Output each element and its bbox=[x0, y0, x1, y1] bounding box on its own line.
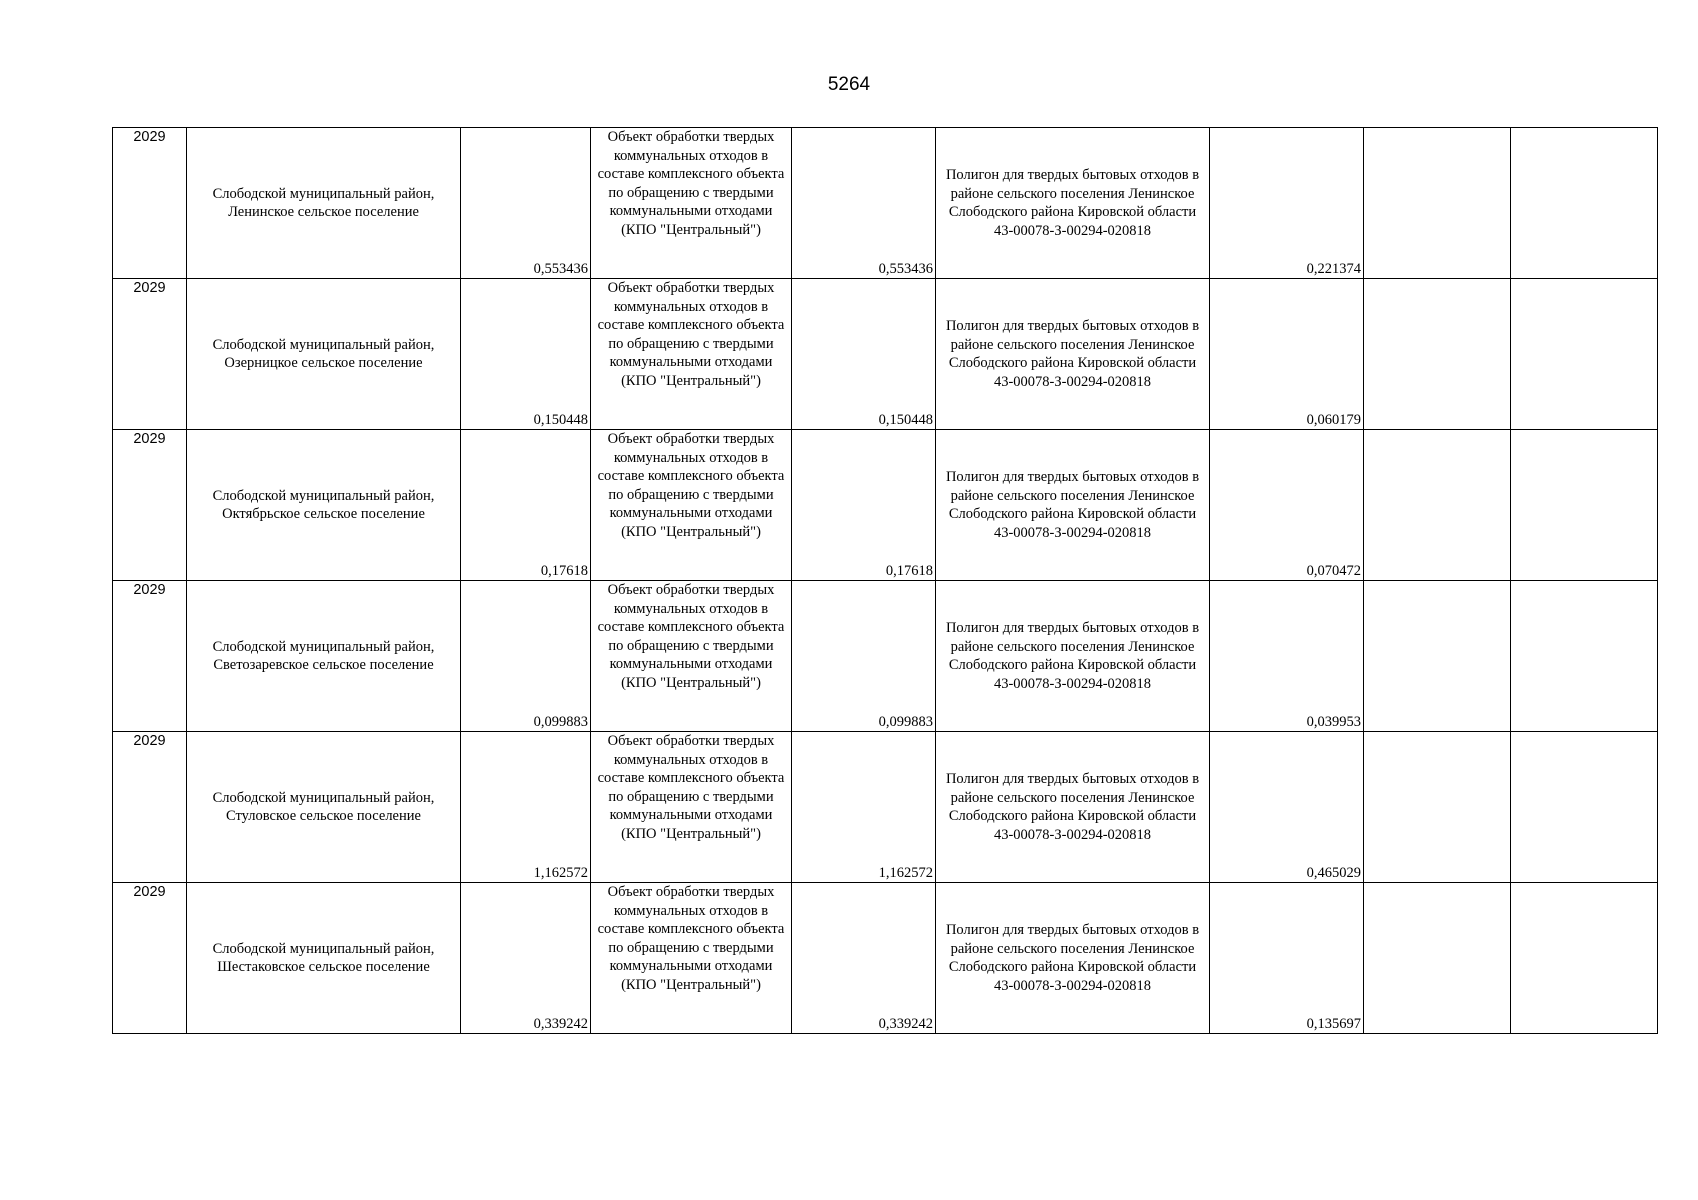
processed-volume-cell: 0,553436 bbox=[792, 128, 936, 279]
empty-cell bbox=[1364, 279, 1511, 430]
landfill-volume-cell: 0,039953 bbox=[1210, 581, 1364, 732]
empty-cell bbox=[1364, 732, 1511, 883]
area-cell bbox=[187, 732, 461, 883]
area-cell bbox=[187, 128, 461, 279]
empty-cell bbox=[1511, 279, 1658, 430]
area-district: Слободской муниципальный район, bbox=[212, 336, 435, 353]
processing-object-cell: Объект обработки твердых коммунальных отходов в составе комплексного объекта по обращению с твердыми коммунальными отходами (КПО "Центральный") bbox=[591, 430, 792, 581]
processed-volume-cell: 1,162572 bbox=[792, 732, 936, 883]
table-row bbox=[113, 430, 1658, 581]
page-number: 5264 bbox=[827, 74, 871, 95]
area-settlement: Стуловское сельское поселение bbox=[226, 808, 421, 824]
processed-volume-cell: 0,150448 bbox=[792, 279, 936, 430]
area-settlement: Озерницкое сельское поселение bbox=[224, 355, 423, 371]
processing-object-cell: Объект обработки твердых коммунальных отходов в составе комплексного объекта по обращению с твердыми коммунальными отходами (КПО "Центральный") bbox=[591, 883, 792, 1034]
empty-cell bbox=[1364, 430, 1511, 581]
year-cell: 2029 bbox=[113, 732, 187, 883]
empty-cell bbox=[1511, 883, 1658, 1034]
landfill-cell: Полигон для твердых бытовых отходов в районе сельского поселения Ленинское Слободского района Кировской области 43-00078-З-00294-020818 bbox=[936, 430, 1210, 581]
area-settlement: Октябрьское сельское поселение bbox=[222, 506, 425, 522]
year-cell: 2029 bbox=[113, 581, 187, 732]
volume-cell: 0,17618 bbox=[461, 430, 591, 581]
processing-object-cell: Объект обработки твердых коммунальных отходов в составе комплексного объекта по обращению с твердыми коммунальными отходами (КПО "Центральный") bbox=[591, 279, 792, 430]
area-cell bbox=[187, 883, 461, 1034]
empty-cell bbox=[1511, 430, 1658, 581]
table-row bbox=[113, 732, 1658, 883]
landfill-volume-cell: 0,221374 bbox=[1210, 128, 1364, 279]
table-row bbox=[113, 883, 1658, 1034]
area-cell bbox=[187, 279, 461, 430]
volume-cell: 0,553436 bbox=[461, 128, 591, 279]
empty-cell bbox=[1511, 732, 1658, 883]
area-settlement: Шестаковское сельское поселение bbox=[217, 959, 430, 975]
year-cell: 2029 bbox=[113, 430, 187, 581]
processing-object-cell: Объект обработки твердых коммунальных отходов в составе комплексного объекта по обращению с твердыми коммунальными отходами (КПО "Центральный") bbox=[591, 128, 792, 279]
processed-volume-cell: 0,339242 bbox=[792, 883, 936, 1034]
waste-flow-table bbox=[112, 127, 1658, 1034]
empty-cell bbox=[1511, 128, 1658, 279]
volume-cell: 1,162572 bbox=[461, 732, 591, 883]
area-settlement: Ленинское сельское поселение bbox=[228, 204, 419, 220]
area-cell bbox=[187, 581, 461, 732]
year-cell: 2029 bbox=[113, 128, 187, 279]
area-district: Слободской муниципальный район, bbox=[212, 487, 435, 504]
landfill-volume-cell: 0,465029 bbox=[1210, 732, 1364, 883]
year-cell: 2029 bbox=[113, 279, 187, 430]
landfill-cell: Полигон для твердых бытовых отходов в районе сельского поселения Ленинское Слободского района Кировской области 43-00078-З-00294-020818 bbox=[936, 581, 1210, 732]
area-district: Слободской муниципальный район, bbox=[212, 638, 435, 655]
area-district: Слободской муниципальный район, bbox=[212, 940, 435, 957]
area-settlement: Светозаревское сельское поселение bbox=[213, 657, 434, 673]
processed-volume-cell: 0,17618 bbox=[792, 430, 936, 581]
table-row bbox=[113, 279, 1658, 430]
volume-cell: 0,099883 bbox=[461, 581, 591, 732]
table-body bbox=[113, 128, 1658, 1034]
volume-cell: 0,150448 bbox=[461, 279, 591, 430]
area-district: Слободской муниципальный район, bbox=[212, 185, 435, 202]
volume-cell: 0,339242 bbox=[461, 883, 591, 1034]
landfill-cell: Полигон для твердых бытовых отходов в районе сельского поселения Ленинское Слободского района Кировской области 43-00078-З-00294-020818 bbox=[936, 128, 1210, 279]
table-row bbox=[113, 581, 1658, 732]
area-cell bbox=[187, 430, 461, 581]
landfill-cell: Полигон для твердых бытовых отходов в районе сельского поселения Ленинское Слободского района Кировской области 43-00078-З-00294-020818 bbox=[936, 732, 1210, 883]
processing-object-cell: Объект обработки твердых коммунальных отходов в составе комплексного объекта по обращению с твердыми коммунальными отходами (КПО "Центральный") bbox=[591, 581, 792, 732]
empty-cell bbox=[1364, 883, 1511, 1034]
landfill-volume-cell: 0,135697 bbox=[1210, 883, 1364, 1034]
year-cell: 2029 bbox=[113, 883, 187, 1034]
processing-object-cell: Объект обработки твердых коммунальных отходов в составе комплексного объекта по обращению с твердыми коммунальными отходами (КПО "Центральный") bbox=[591, 732, 792, 883]
empty-cell bbox=[1364, 128, 1511, 279]
empty-cell bbox=[1364, 581, 1511, 732]
processed-volume-cell: 0,099883 bbox=[792, 581, 936, 732]
empty-cell bbox=[1511, 581, 1658, 732]
landfill-volume-cell: 0,060179 bbox=[1210, 279, 1364, 430]
landfill-cell: Полигон для твердых бытовых отходов в районе сельского поселения Ленинское Слободского района Кировской области 43-00078-З-00294-020818 bbox=[936, 279, 1210, 430]
landfill-volume-cell: 0,070472 bbox=[1210, 430, 1364, 581]
table-row bbox=[113, 128, 1658, 279]
area-district: Слободской муниципальный район, bbox=[212, 789, 435, 806]
landfill-cell: Полигон для твердых бытовых отходов в районе сельского поселения Ленинское Слободского района Кировской области 43-00078-З-00294-020818 bbox=[936, 883, 1210, 1034]
